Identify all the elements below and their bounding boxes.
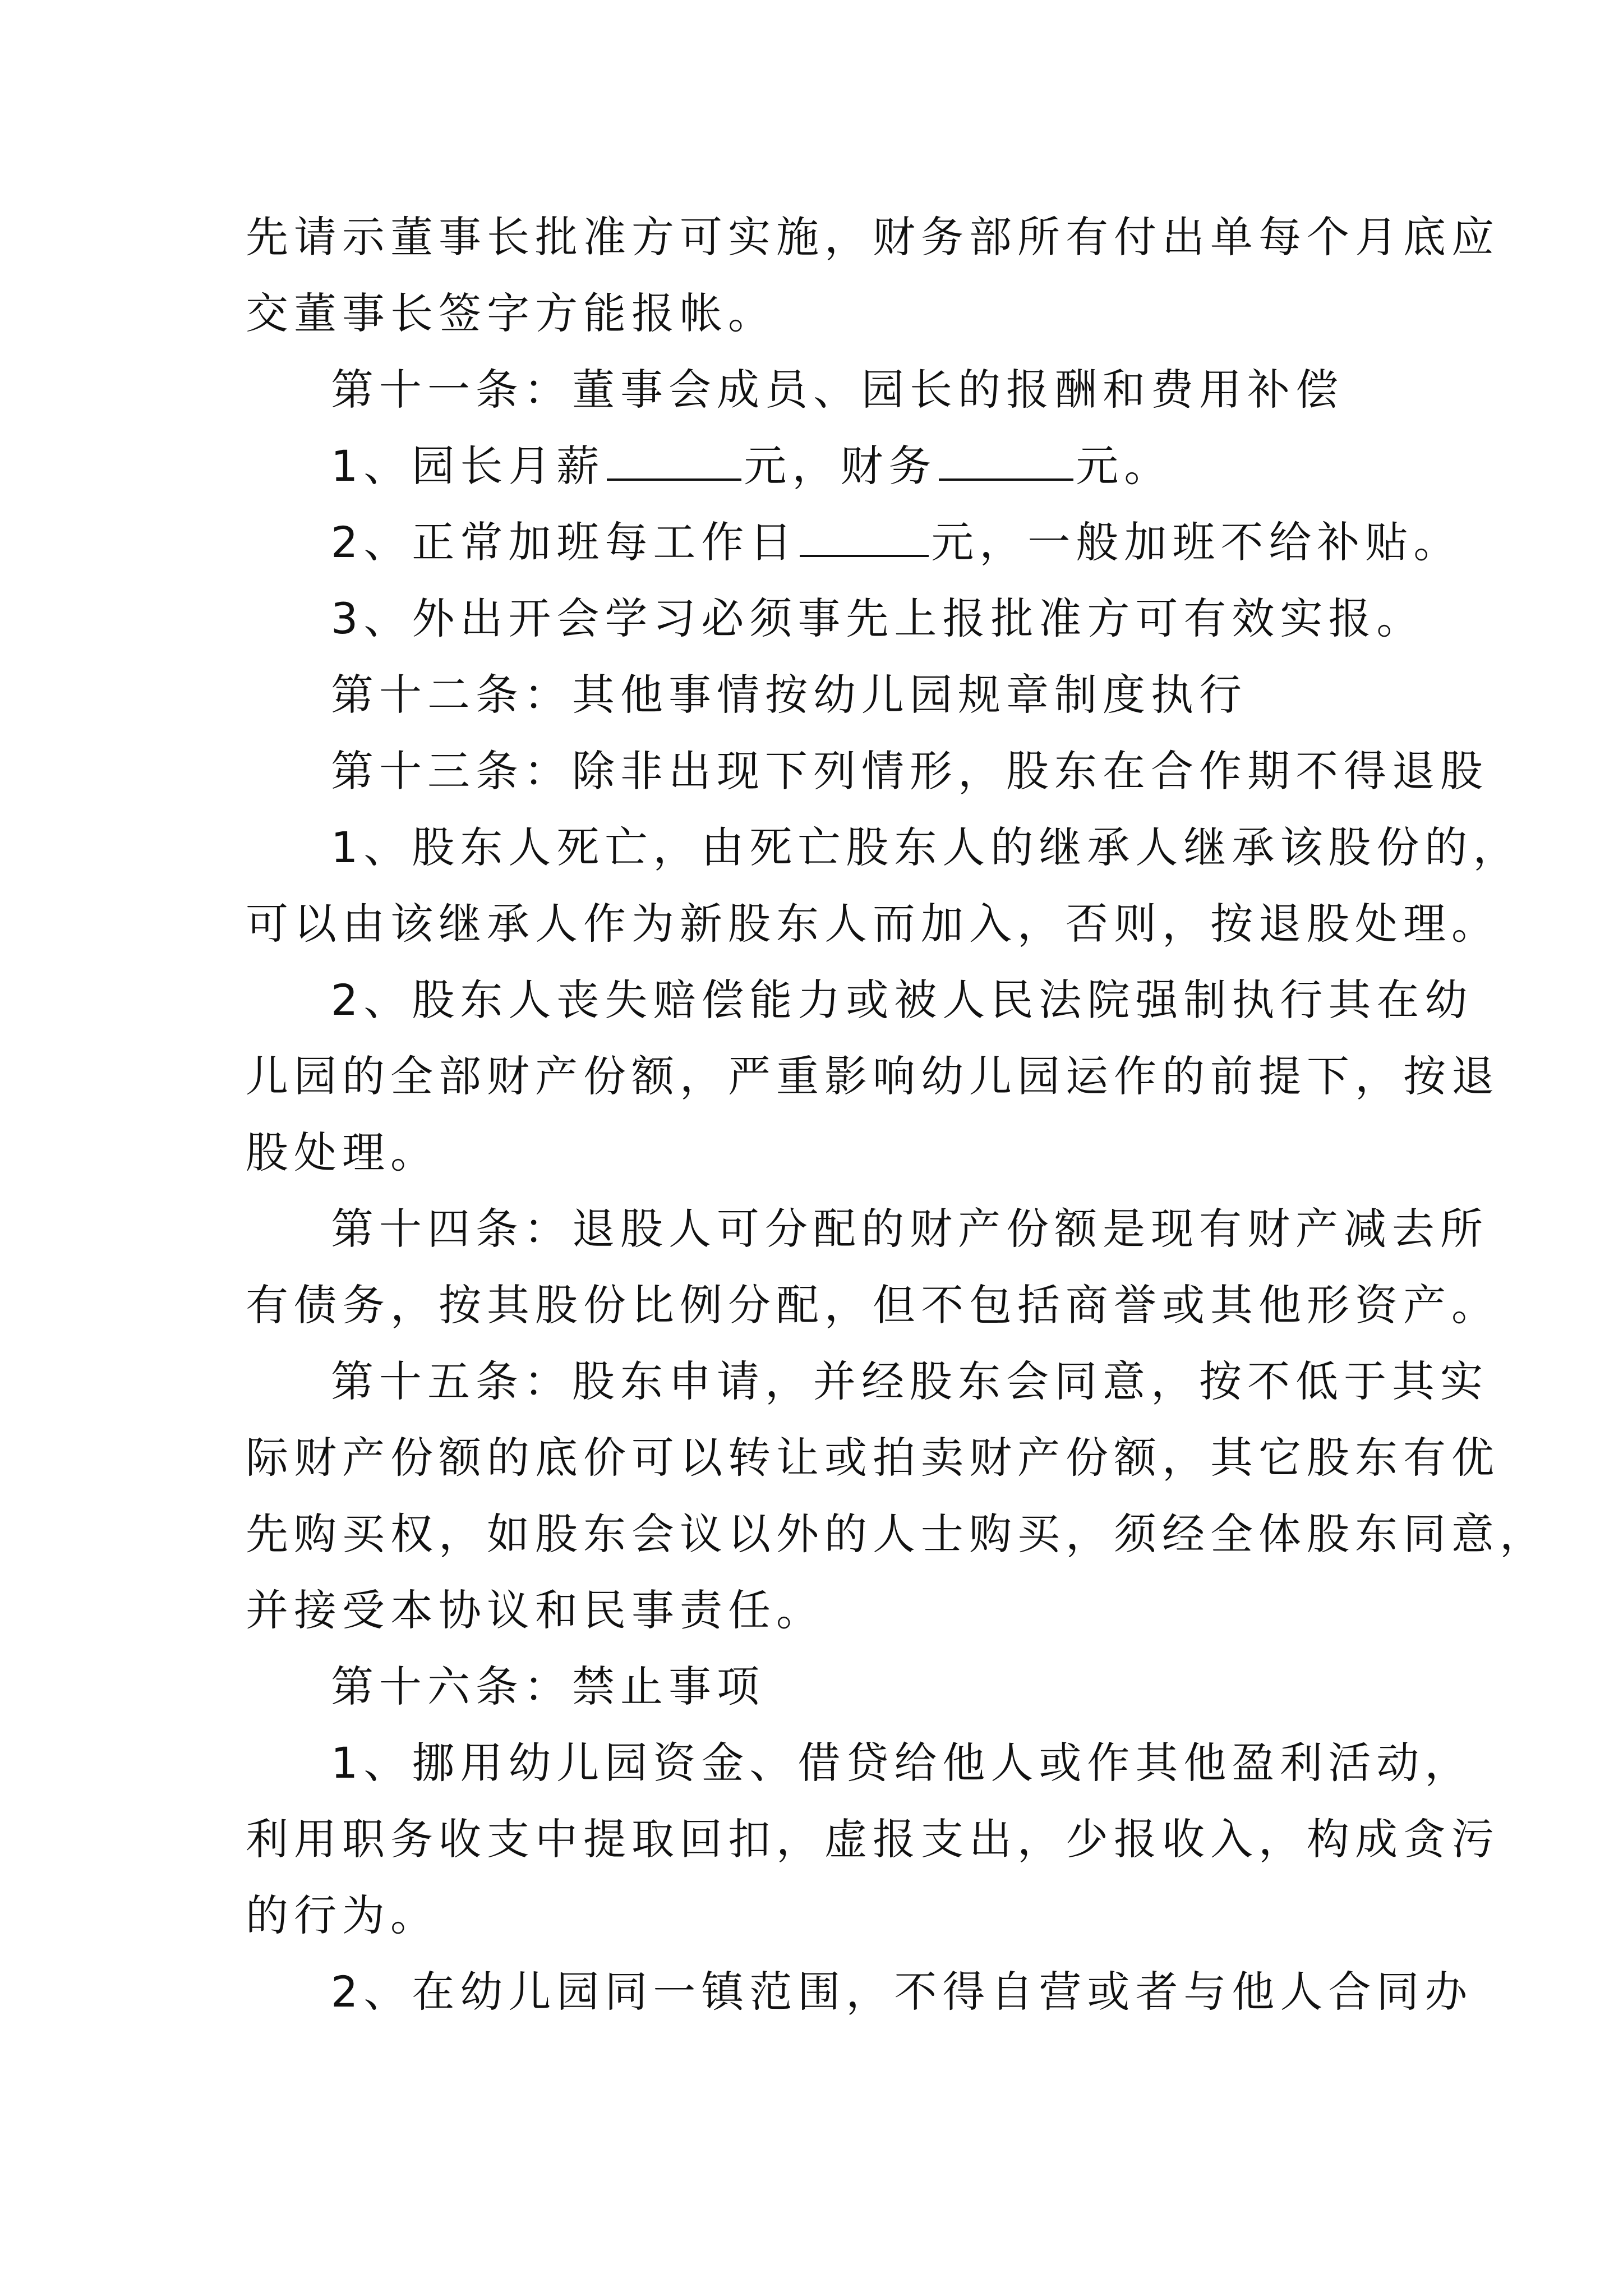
document-body xyxy=(246,199,1548,2030)
article-heading: 第十五条：股东申请，并经股东会同意，按不低于其实 xyxy=(331,1356,1488,1406)
paragraph-line: 并接受本协议和民事责任。 xyxy=(246,1585,824,1635)
fill-blank xyxy=(939,445,1073,481)
fill-blank xyxy=(607,445,741,481)
paragraph-line: 2、在幼儿园同一镇范围，不得自营或者与他人合同办 xyxy=(331,1967,1473,2017)
overtime-end: 元，一般加班不给补贴。 xyxy=(931,517,1462,567)
paragraph-line xyxy=(246,428,1390,504)
salary-label: 1、园长月薪 xyxy=(331,441,605,491)
overtime-label: 2、正常加班每工作日 xyxy=(331,517,798,567)
paragraph-line: 可以由该继承人作为新股东人而加入，否则，按退股处理。 xyxy=(246,899,1500,949)
paragraph-line: 1、股东人死亡，由死亡股东人的继承人继承该股份的， xyxy=(331,822,1521,872)
paragraph-line: 2、股东人丧失赔偿能力或被人民法院强制执行其在幼 xyxy=(331,975,1473,1025)
paragraph-line: 的行为。 xyxy=(246,1890,439,1940)
paragraph-line: 利用职务收支中提取回扣，虚报支出，少报收入，构成贪污 xyxy=(246,1814,1500,1864)
paragraph-line: 先请示董事长批准方可实施，财务部所有付出单每个月底应 xyxy=(246,212,1500,262)
paragraph-line: 1、挪用幼儿园资金、借贷给他人或作其他盈利活动， xyxy=(331,1738,1473,1788)
paragraph-line: 交董事长签字方能报帐。 xyxy=(246,288,776,338)
paragraph-line: 股处理。 xyxy=(246,1128,439,1177)
salary-end: 元。 xyxy=(1076,441,1173,491)
fill-blank xyxy=(800,521,929,557)
paragraph-line: 3、外出开会学习必须事先上报批准方可有效实报。 xyxy=(331,593,1425,643)
article-heading: 第十二条：其他事情按幼儿园规章制度执行 xyxy=(331,670,1247,720)
salary-finance-label: 元，财务 xyxy=(744,441,937,491)
article-heading: 第十四条：退股人可分配的财产份额是现有财产减去所 xyxy=(331,1204,1488,1254)
article-heading: 第十一条：董事会成员、园长的报酬和费用补偿 xyxy=(331,365,1344,415)
paragraph-line xyxy=(246,504,1462,581)
paragraph-line: 际财产份额的底价可以转让或拍卖财产份额，其它股东有优 xyxy=(246,1433,1500,1483)
paragraph-line: 有债务，按其股份比例分配，但不包括商誉或其他形资产。 xyxy=(246,1280,1500,1330)
paragraph-line: 先购买权，如股东会议以外的人士购买，须经全体股东同意， xyxy=(246,1509,1548,1559)
article-heading: 第十三条：除非出现下列情形，股东在合作期不得退股 xyxy=(331,746,1488,796)
paragraph-line: 儿园的全部财产份额，严重影响幼儿园运作的前提下，按退 xyxy=(246,1051,1500,1101)
article-heading: 第十六条：禁止事项 xyxy=(331,1662,765,1711)
